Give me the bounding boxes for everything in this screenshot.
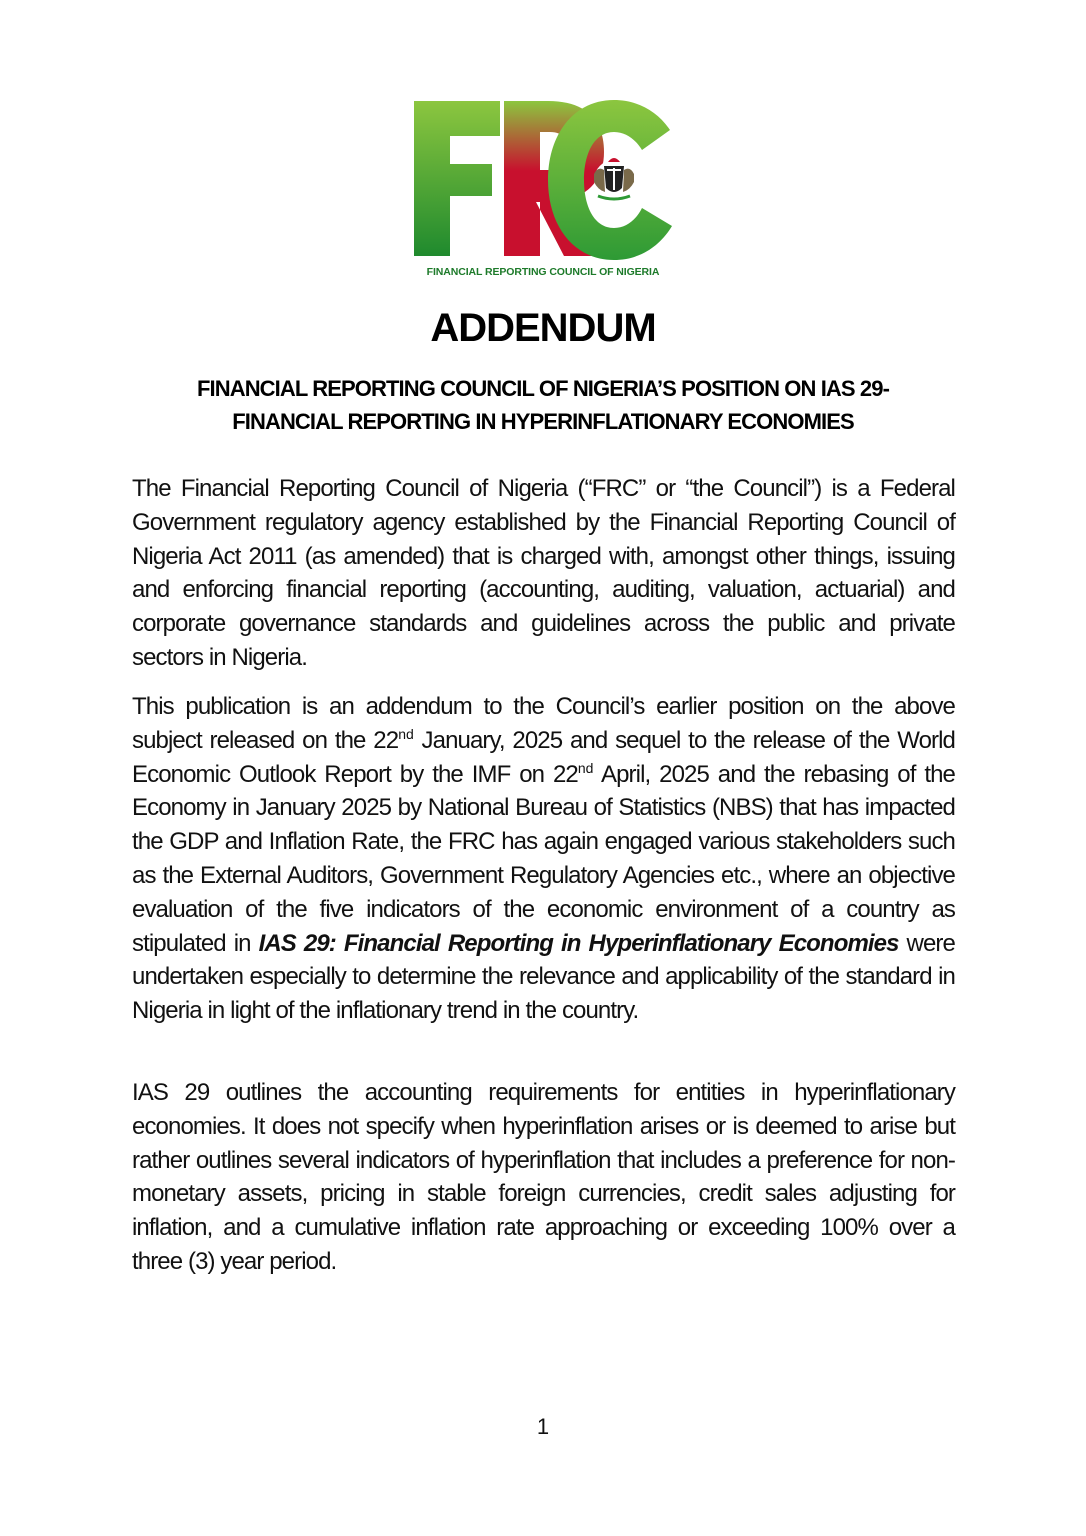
document-subtitle bbox=[150, 372, 936, 438]
frc-logo bbox=[408, 96, 678, 286]
p2-ordinal-suffix-1: nd bbox=[398, 725, 414, 742]
p2-ordinal-suffix-2: nd bbox=[577, 759, 594, 776]
p2-text-c: April, 2025 and the rebasing of the Economy in January 2025 by National Bureau of Statistics (NBS) that has impacted the GDP and Inflation Rate, the FRC has again engaged various stakeholders such as the External Auditors, Government Regulatory Agencies etc., where an objective evaluation of the five indicators of the economic environment of a country as stipulated in bbox=[132, 760, 955, 957]
ias29-standard-title: IAS 29: Financial Reporting in Hyperinflationary Economies bbox=[258, 929, 899, 957]
paragraph-ias29-outline: IAS 29 outlines the accounting requirements for entities in hyperinflationary economies. It does not specify when hyperinflation arises or is deemed to arise but rather outlines several indicators of hyperinflation that includes a preference for non-monetary assets, pricing in stable foreign currencies, credit sales adjusting for inflation, and a cumulative inflation rate approaching or exceeding 100% over a three (3) year period. bbox=[132, 1079, 955, 1275]
subtitle-line-1: FINANCIAL REPORTING COUNCIL OF NIGERIA’S POSITION ON IAS 29- bbox=[196, 376, 890, 401]
logo-letter-f bbox=[414, 101, 500, 256]
page-number: 1 bbox=[536, 1414, 550, 1439]
paragraph-addendum-context bbox=[132, 690, 955, 1028]
subtitle-line-2: FINANCIAL REPORTING IN HYPERINFLATIONARY ECONOMIES bbox=[232, 409, 854, 434]
logo-caption: FINANCIAL REPORTING COUNCIL OF NIGERIA bbox=[426, 266, 660, 278]
p2-text-b: January, 2025 and sequel to the release of the World Economic Outlook Report by the IMF on 22 bbox=[132, 726, 955, 788]
paragraph-frc-introduction: The Financial Reporting Council of Nigeria (“FRC” or “the Council”) is a Federal Government regulatory agency established by the Financial Reporting Council of Nigeria Act 2011 (as amended) that is charged with, amongst other things, issuing and enforcing financial reporting (accounting, auditing, valuation, actuarial) and corporate governance standards and guidelines across the public and private sectors in Nigeria. bbox=[132, 475, 955, 671]
p2-text-d: were undertaken especially to determine the relevance and applicability of the standard in Nigeria in light of the inflationary trend in the country. bbox=[132, 929, 955, 1025]
frc-logo-mark bbox=[408, 96, 678, 266]
document-title: ADDENDUM bbox=[430, 306, 656, 350]
p2-text-a: This publication is an addendum to the Council’s earlier position on the above subject released on the 22 bbox=[132, 693, 955, 754]
